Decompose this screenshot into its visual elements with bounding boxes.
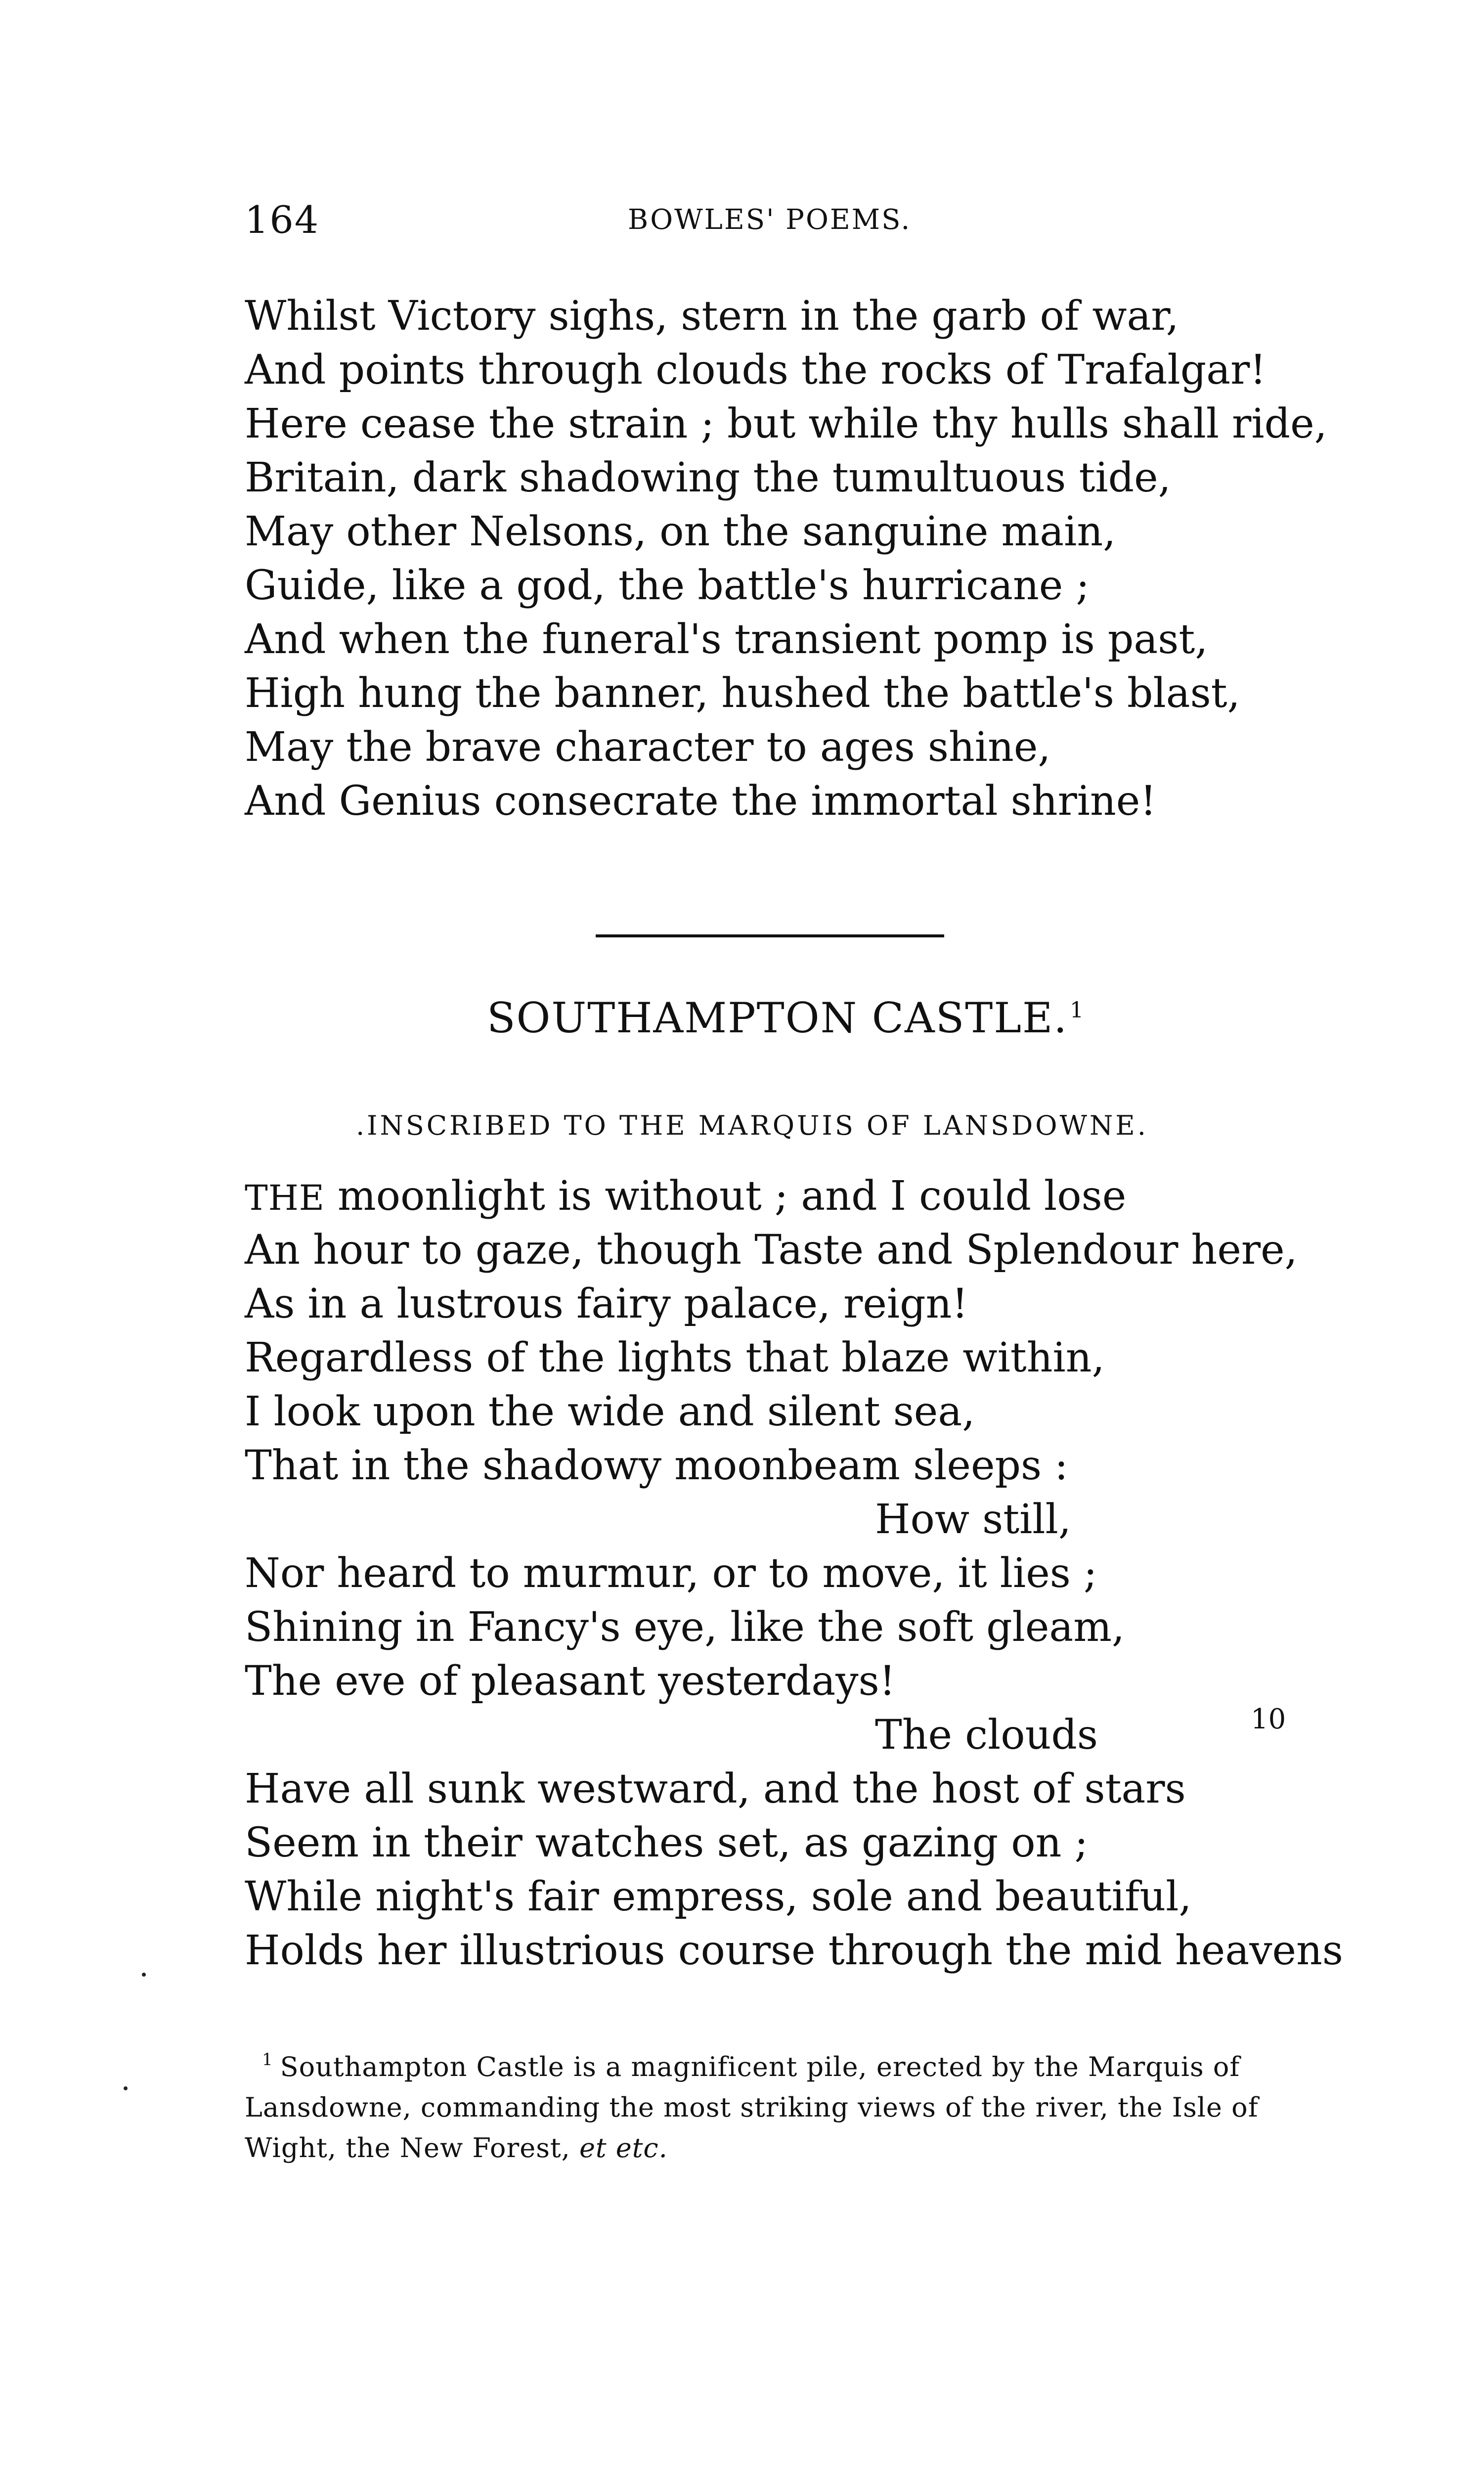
verse-line: The eve of pleasant yesterdays! bbox=[245, 1658, 896, 1705]
footnote-text: Wight, the New Forest, bbox=[245, 2132, 579, 2163]
opening-line-text: moonlight is without ; and I could lose bbox=[324, 1173, 1127, 1220]
footnote-reference: 1 bbox=[1070, 998, 1085, 1023]
section-divider bbox=[596, 934, 944, 937]
running-head bbox=[245, 198, 1283, 252]
verse-line: Nor heard to murmur, or to move, it lies ; bbox=[245, 1550, 1097, 1597]
verse-line: Whilst Victory sighs, stern in the garb of war, bbox=[245, 293, 1179, 340]
poem-title-text: SOUTHAMPTON CASTLE. bbox=[487, 994, 1068, 1042]
verse-line: High hung the banner, hushed the battle's blast, bbox=[245, 670, 1240, 717]
poem-title bbox=[487, 994, 1085, 1042]
verse-line: An hour to gaze, though Taste and Splendour here, bbox=[245, 1227, 1298, 1274]
footnote-text: Southampton Castle is a magnificent pile, erected by the Marquis of bbox=[280, 2051, 1240, 2082]
verse-line: As in a lustrous fairy palace, reign! bbox=[245, 1280, 968, 1327]
verse-line-indented: How still, bbox=[875, 1496, 1071, 1543]
verse-line: That in the shadowy moonbeam sleeps : bbox=[245, 1442, 1068, 1489]
verse-line: Here cease the strain ; but while thy hulls shall ride, bbox=[245, 400, 1327, 447]
verse-line: Guide, like a god, the battle's hurricane ; bbox=[245, 562, 1090, 609]
verse-line: Holds her illustrious course through the mid heavens bbox=[245, 1927, 1343, 1974]
verse-line: I look upon the wide and silent sea, bbox=[245, 1388, 975, 1435]
verse-line: May other Nelsons, on the sanguine main, bbox=[245, 508, 1116, 555]
poem-dedication: .INSCRIBED TO THE MARQUIS OF LANSDOWNE. bbox=[356, 1110, 1148, 1141]
footnote-italic-text: et etc. bbox=[579, 2132, 668, 2163]
verse-line: And when the funeral's transient pomp is past, bbox=[245, 616, 1208, 663]
poem-body bbox=[245, 1169, 1343, 1978]
footnote-mark: 1 bbox=[262, 2050, 273, 2070]
verse-line: Shining in Fancy's eye, like the soft gleam, bbox=[245, 1604, 1125, 1651]
print-speck bbox=[142, 1973, 146, 1977]
footnote-line: Lansdowne, commanding the most striking views of the river, the Isle of bbox=[245, 2092, 1259, 2123]
preceding-poem-ending bbox=[245, 289, 1327, 828]
verse-line-indented: The clouds bbox=[875, 1712, 1098, 1759]
print-speck bbox=[124, 2086, 128, 2090]
verse-line bbox=[245, 1169, 1343, 1223]
running-title: BOWLES' POEMS. bbox=[628, 204, 912, 236]
footnote-line bbox=[245, 2128, 1283, 2168]
opening-word: THE bbox=[245, 1178, 325, 1218]
verse-line: While night's fair empress, sole and beautiful, bbox=[245, 1873, 1192, 1920]
verse-line: Have all sunk westward, and the host of stars bbox=[245, 1766, 1186, 1812]
verse-line: May the brave character to ages shine, bbox=[245, 724, 1051, 771]
footnote-line bbox=[245, 2039, 1283, 2087]
verse-line: Regardless of the lights that blaze within, bbox=[245, 1334, 1105, 1381]
footnote bbox=[245, 2039, 1283, 2168]
verse-line: Seem in their watches set, as gazing on ; bbox=[245, 1819, 1089, 1866]
line-number: 10 bbox=[1251, 1703, 1286, 1735]
verse-line: And points through clouds the rocks of Trafalgar! bbox=[245, 347, 1266, 394]
verse-line: And Genius consecrate the immortal shrine! bbox=[245, 778, 1157, 825]
verse-line: Britain, dark shadowing the tumultuous tide, bbox=[245, 454, 1171, 501]
page-number: 164 bbox=[245, 198, 320, 242]
